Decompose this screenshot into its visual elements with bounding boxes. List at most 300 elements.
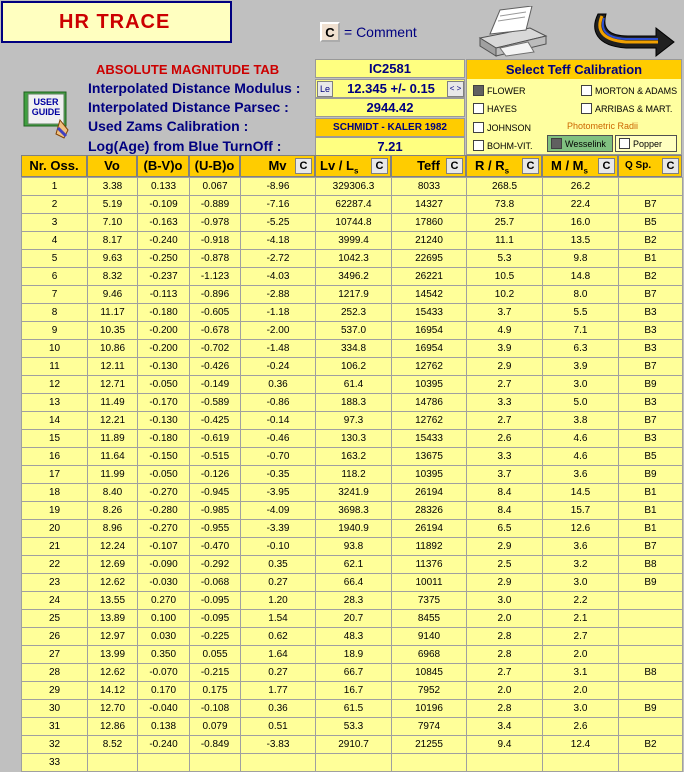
cell-l[interactable]: 18.9 — [316, 646, 392, 664]
cell-nr[interactable]: 14 — [22, 412, 88, 430]
cell-bv[interactable]: 0.133 — [138, 178, 190, 196]
cell-qsp[interactable] — [619, 178, 683, 196]
cell-l[interactable]: 1940.9 — [316, 520, 392, 538]
cell-qsp[interactable]: B7 — [619, 538, 683, 556]
cell-vo[interactable]: 13.89 — [88, 610, 138, 628]
cell-l[interactable]: 252.3 — [316, 304, 392, 322]
cell-r[interactable]: 2.9 — [467, 538, 543, 556]
user-guide-button[interactable] — [22, 90, 70, 140]
cell-l[interactable]: 3698.3 — [316, 502, 392, 520]
cell-m[interactable]: 3.6 — [543, 538, 619, 556]
cell-vo[interactable]: 12.86 — [88, 718, 138, 736]
cell-m[interactable]: 2.6 — [543, 718, 619, 736]
cell-ub[interactable]: -0.978 — [190, 214, 241, 232]
cell-m[interactable]: 2.2 — [543, 592, 619, 610]
cell-vo[interactable]: 8.96 — [88, 520, 138, 538]
cell-teff[interactable]: 22695 — [392, 250, 467, 268]
cell-teff[interactable]: 16954 — [392, 340, 467, 358]
cell-vo[interactable]: 10.35 — [88, 322, 138, 340]
cell-teff[interactable]: 26221 — [392, 268, 467, 286]
cell-qsp[interactable] — [619, 646, 683, 664]
cell-nr[interactable]: 4 — [22, 232, 88, 250]
cell-m[interactable]: 13.5 — [543, 232, 619, 250]
cell-teff[interactable]: 9140 — [392, 628, 467, 646]
cell-vo[interactable]: 13.55 — [88, 592, 138, 610]
cell-r[interactable]: 2.7 — [467, 664, 543, 682]
cell-mv[interactable]: -2.88 — [241, 286, 316, 304]
cell-qsp[interactable]: B8 — [619, 556, 683, 574]
cell-l[interactable]: 1042.3 — [316, 250, 392, 268]
cell-mv[interactable]: -8.96 — [241, 178, 316, 196]
cell-r[interactable]: 3.7 — [467, 304, 543, 322]
cell-ub[interactable]: -0.702 — [190, 340, 241, 358]
cell-l[interactable]: 537.0 — [316, 322, 392, 340]
cell-teff[interactable]: 17860 — [392, 214, 467, 232]
cell-bv[interactable]: 0.170 — [138, 682, 190, 700]
cell-ub[interactable]: -1.123 — [190, 268, 241, 286]
cell-qsp[interactable]: B9 — [619, 700, 683, 718]
cell-r[interactable]: 2.8 — [467, 700, 543, 718]
cell-r[interactable]: 2.5 — [467, 556, 543, 574]
cell-teff[interactable]: 7952 — [392, 682, 467, 700]
cell-qsp[interactable]: B5 — [619, 448, 683, 466]
cell-m[interactable]: 6.3 — [543, 340, 619, 358]
cell-r[interactable]: 8.4 — [467, 502, 543, 520]
cell-r[interactable]: 2.7 — [467, 412, 543, 430]
cell-m[interactable]: 2.1 — [543, 610, 619, 628]
cell-m[interactable]: 3.6 — [543, 466, 619, 484]
cell-l[interactable]: 106.2 — [316, 358, 392, 376]
cell-mv[interactable]: -0.14 — [241, 412, 316, 430]
cell-teff[interactable]: 12762 — [392, 412, 467, 430]
cell-vo[interactable]: 9.63 — [88, 250, 138, 268]
cell-m[interactable]: 3.0 — [543, 700, 619, 718]
cell-mv[interactable]: 1.20 — [241, 592, 316, 610]
cell-mv[interactable]: 0.62 — [241, 628, 316, 646]
cell-mv[interactable]: 1.54 — [241, 610, 316, 628]
cell-qsp[interactable]: B3 — [619, 304, 683, 322]
cell-vo[interactable]: 11.17 — [88, 304, 138, 322]
cell-vo[interactable]: 14.12 — [88, 682, 138, 700]
cell-mv[interactable]: -0.24 — [241, 358, 316, 376]
cell-nr[interactable]: 9 — [22, 322, 88, 340]
cell-vo[interactable]: 12.71 — [88, 376, 138, 394]
cell-mv[interactable]: -3.39 — [241, 520, 316, 538]
cell-m[interactable]: 3.1 — [543, 664, 619, 682]
cell-l[interactable]: 130.3 — [316, 430, 392, 448]
cell-r[interactable]: 2.0 — [467, 610, 543, 628]
cell-bv[interactable]: -0.170 — [138, 394, 190, 412]
cell-vo[interactable]: 8.17 — [88, 232, 138, 250]
cell-bv[interactable]: -0.130 — [138, 412, 190, 430]
cell-bv[interactable]: -0.200 — [138, 340, 190, 358]
cell-r[interactable]: 268.5 — [467, 178, 543, 196]
cell-vo[interactable]: 12.11 — [88, 358, 138, 376]
cell-r[interactable]: 5.3 — [467, 250, 543, 268]
cell-vo[interactable]: 12.62 — [88, 574, 138, 592]
cell-ub[interactable]: -0.918 — [190, 232, 241, 250]
cell-teff[interactable]: 13675 — [392, 448, 467, 466]
calib-flower[interactable] — [473, 85, 526, 96]
cell-l[interactable]: 334.8 — [316, 340, 392, 358]
cell-mv[interactable]: -7.16 — [241, 196, 316, 214]
cell-qsp[interactable] — [619, 610, 683, 628]
cell-nr[interactable]: 3 — [22, 214, 88, 232]
cell-ub[interactable]: 0.055 — [190, 646, 241, 664]
cell-bv[interactable]: -0.180 — [138, 430, 190, 448]
cell-bv[interactable]: -0.240 — [138, 736, 190, 754]
cell-teff[interactable]: 16954 — [392, 322, 467, 340]
cell-m[interactable]: 14.5 — [543, 484, 619, 502]
cell-l[interactable]: 3241.9 — [316, 484, 392, 502]
cell-ub[interactable]: -0.095 — [190, 592, 241, 610]
cell-vo[interactable]: 11.89 — [88, 430, 138, 448]
cell-bv[interactable]: -0.113 — [138, 286, 190, 304]
cell-nr[interactable]: 17 — [22, 466, 88, 484]
cell-ub[interactable]: -0.292 — [190, 556, 241, 574]
cell-ub[interactable]: -0.068 — [190, 574, 241, 592]
m-comment-button[interactable]: C — [598, 158, 615, 174]
cell-m[interactable]: 5.5 — [543, 304, 619, 322]
cell-bv[interactable]: -0.030 — [138, 574, 190, 592]
cell-teff[interactable]: 14542 — [392, 286, 467, 304]
cell-qsp[interactable]: B1 — [619, 502, 683, 520]
cell-ub[interactable]: -0.678 — [190, 322, 241, 340]
calib-morton-adams[interactable] — [581, 85, 677, 96]
cell-teff[interactable]: 15433 — [392, 304, 467, 322]
cell-qsp[interactable]: B2 — [619, 268, 683, 286]
cell-nr[interactable]: 15 — [22, 430, 88, 448]
cell-nr[interactable]: 33 — [22, 754, 88, 772]
cell-nr[interactable]: 2 — [22, 196, 88, 214]
cell-r[interactable]: 11.1 — [467, 232, 543, 250]
cell-qsp[interactable]: B7 — [619, 358, 683, 376]
cell-l[interactable]: 118.2 — [316, 466, 392, 484]
cell-bv[interactable]: -0.109 — [138, 196, 190, 214]
cell-vo[interactable]: 13.99 — [88, 646, 138, 664]
cell-vo[interactable]: 5.19 — [88, 196, 138, 214]
cell-nr[interactable]: 13 — [22, 394, 88, 412]
cell-vo[interactable]: 11.64 — [88, 448, 138, 466]
cell-qsp[interactable]: B2 — [619, 232, 683, 250]
cell-l[interactable]: 1217.9 — [316, 286, 392, 304]
cell-bv[interactable]: -0.237 — [138, 268, 190, 286]
cell-qsp[interactable]: B9 — [619, 376, 683, 394]
cell-r[interactable]: 2.9 — [467, 358, 543, 376]
cell-nr[interactable]: 18 — [22, 484, 88, 502]
cell-nr[interactable]: 16 — [22, 448, 88, 466]
cell-teff[interactable]: 26194 — [392, 520, 467, 538]
cell-l[interactable]: 53.3 — [316, 718, 392, 736]
cell-l[interactable]: 3999.4 — [316, 232, 392, 250]
cell-m[interactable]: 4.6 — [543, 448, 619, 466]
cell-vo[interactable]: 8.52 — [88, 736, 138, 754]
cell-bv[interactable]: -0.090 — [138, 556, 190, 574]
cell-l[interactable]: 62287.4 — [316, 196, 392, 214]
cell-ub[interactable]: -0.425 — [190, 412, 241, 430]
cell-bv[interactable]: -0.240 — [138, 232, 190, 250]
cell-m[interactable]: 7.1 — [543, 322, 619, 340]
cell-bv[interactable]: -0.270 — [138, 484, 190, 502]
arrows-button[interactable]: < > — [447, 81, 464, 97]
cell-teff[interactable]: 10845 — [392, 664, 467, 682]
cell-l[interactable]: 62.1 — [316, 556, 392, 574]
photometric-wesselink[interactable] — [547, 135, 613, 152]
calib-johnson[interactable] — [473, 122, 531, 133]
cell-ub[interactable]: 0.175 — [190, 682, 241, 700]
cell-mv[interactable]: -3.83 — [241, 736, 316, 754]
cell-r[interactable]: 9.4 — [467, 736, 543, 754]
cell-nr[interactable]: 25 — [22, 610, 88, 628]
cell-nr[interactable]: 32 — [22, 736, 88, 754]
cell-qsp[interactable]: B9 — [619, 466, 683, 484]
cell-r[interactable]: 2.8 — [467, 646, 543, 664]
cell-bv[interactable]: -0.107 — [138, 538, 190, 556]
cell-r[interactable]: 25.7 — [467, 214, 543, 232]
cell-ub[interactable]: -0.889 — [190, 196, 241, 214]
cell-ub[interactable]: -0.149 — [190, 376, 241, 394]
cell-vo[interactable]: 8.32 — [88, 268, 138, 286]
cell-mv[interactable]: 0.35 — [241, 556, 316, 574]
cell-bv[interactable]: -0.163 — [138, 214, 190, 232]
cell-qsp[interactable]: B3 — [619, 394, 683, 412]
cell-l[interactable]: 16.7 — [316, 682, 392, 700]
cell-r[interactable]: 2.8 — [467, 628, 543, 646]
cell-r[interactable]: 3.9 — [467, 340, 543, 358]
cell-vo[interactable]: 11.49 — [88, 394, 138, 412]
cell-qsp[interactable] — [619, 718, 683, 736]
cell-qsp[interactable]: B3 — [619, 340, 683, 358]
cell-mv[interactable]: -4.18 — [241, 232, 316, 250]
cell-ub[interactable]: -0.215 — [190, 664, 241, 682]
cell-l[interactable]: 163.2 — [316, 448, 392, 466]
cell-bv[interactable]: 0.138 — [138, 718, 190, 736]
cell-bv[interactable]: -0.280 — [138, 502, 190, 520]
cell-teff[interactable]: 7974 — [392, 718, 467, 736]
cell-m[interactable]: 2.0 — [543, 646, 619, 664]
cell-mv[interactable]: 0.27 — [241, 574, 316, 592]
cell-qsp[interactable]: B3 — [619, 322, 683, 340]
cell-qsp[interactable]: B7 — [619, 412, 683, 430]
cell-r[interactable]: 2.0 — [467, 682, 543, 700]
return-arrow-icon[interactable] — [586, 8, 678, 58]
cell-r[interactable]: 6.5 — [467, 520, 543, 538]
cell-r[interactable]: 3.3 — [467, 394, 543, 412]
cell-nr[interactable]: 27 — [22, 646, 88, 664]
cell-teff[interactable]: 11892 — [392, 538, 467, 556]
cell-l[interactable]: 329306.3 — [316, 178, 392, 196]
cell-ub[interactable]: -0.605 — [190, 304, 241, 322]
cell-l[interactable]: 20.7 — [316, 610, 392, 628]
cell-mv[interactable]: 1.64 — [241, 646, 316, 664]
cell-vo[interactable]: 8.26 — [88, 502, 138, 520]
cell-r[interactable]: 3.3 — [467, 448, 543, 466]
cell-mv[interactable]: 1.77 — [241, 682, 316, 700]
cell-mv[interactable]: -5.25 — [241, 214, 316, 232]
cell-mv[interactable]: -0.86 — [241, 394, 316, 412]
cell-ub[interactable]: -0.108 — [190, 700, 241, 718]
cell-ub[interactable]: -0.126 — [190, 466, 241, 484]
cell-ub[interactable]: -0.955 — [190, 520, 241, 538]
cell-nr[interactable]: 24 — [22, 592, 88, 610]
cell-mv[interactable]: -0.10 — [241, 538, 316, 556]
cell-teff[interactable]: 14786 — [392, 394, 467, 412]
cell-nr[interactable]: 19 — [22, 502, 88, 520]
cell-l[interactable]: 66.7 — [316, 664, 392, 682]
cell-m[interactable]: 2.0 — [543, 682, 619, 700]
cell-ub[interactable]: -0.095 — [190, 610, 241, 628]
cell-bv[interactable]: -0.250 — [138, 250, 190, 268]
cell-qsp[interactable] — [619, 682, 683, 700]
cell-teff[interactable]: 14327 — [392, 196, 467, 214]
cell-bv[interactable]: -0.130 — [138, 358, 190, 376]
cell-qsp[interactable] — [619, 592, 683, 610]
cell-qsp[interactable]: B7 — [619, 196, 683, 214]
cell-nr[interactable]: 29 — [22, 682, 88, 700]
cell-nr[interactable]: 1 — [22, 178, 88, 196]
cell-m[interactable]: 8.0 — [543, 286, 619, 304]
cell-nr[interactable]: 21 — [22, 538, 88, 556]
cell-teff[interactable]: 10395 — [392, 376, 467, 394]
cell-nr[interactable]: 26 — [22, 628, 88, 646]
cell-l[interactable]: 48.3 — [316, 628, 392, 646]
cell-bv[interactable]: -0.040 — [138, 700, 190, 718]
cell-m[interactable]: 12.6 — [543, 520, 619, 538]
cell-m[interactable]: 22.4 — [543, 196, 619, 214]
cell-teff[interactable]: 21240 — [392, 232, 467, 250]
cell-m[interactable]: 3.8 — [543, 412, 619, 430]
cell-mv[interactable]: -2.00 — [241, 322, 316, 340]
cell-nr[interactable]: 23 — [22, 574, 88, 592]
cell-m[interactable]: 4.6 — [543, 430, 619, 448]
cell-mv[interactable]: -3.95 — [241, 484, 316, 502]
cell-nr[interactable]: 6 — [22, 268, 88, 286]
cell-vo[interactable]: 10.86 — [88, 340, 138, 358]
cell-l[interactable]: 188.3 — [316, 394, 392, 412]
cell-nr[interactable]: 7 — [22, 286, 88, 304]
cell-bv[interactable]: 0.350 — [138, 646, 190, 664]
cell-r[interactable]: 8.4 — [467, 484, 543, 502]
cell-mv[interactable]: -2.72 — [241, 250, 316, 268]
cell-r[interactable]: 2.9 — [467, 574, 543, 592]
l-comment-button[interactable]: C — [371, 158, 388, 174]
cell-nr[interactable]: 11 — [22, 358, 88, 376]
cell-teff[interactable]: 10395 — [392, 466, 467, 484]
cell-bv[interactable]: -0.150 — [138, 448, 190, 466]
cell-r[interactable]: 4.9 — [467, 322, 543, 340]
cell-qsp[interactable]: B9 — [619, 574, 683, 592]
cell-m[interactable]: 5.0 — [543, 394, 619, 412]
cell-teff[interactable]: 21255 — [392, 736, 467, 754]
cell-ub[interactable]: -0.225 — [190, 628, 241, 646]
cell-m[interactable]: 9.8 — [543, 250, 619, 268]
cell-vo[interactable]: 12.69 — [88, 556, 138, 574]
cell-teff[interactable]: 15433 — [392, 430, 467, 448]
cell-bv[interactable]: -0.070 — [138, 664, 190, 682]
cell-r[interactable]: 3.7 — [467, 466, 543, 484]
cell-l[interactable]: 28.3 — [316, 592, 392, 610]
cell-ub[interactable]: -0.896 — [190, 286, 241, 304]
cell-ub[interactable]: -0.878 — [190, 250, 241, 268]
cell-ub[interactable]: -0.426 — [190, 358, 241, 376]
cell-mv[interactable]: -0.70 — [241, 448, 316, 466]
le-button[interactable]: Le — [317, 81, 333, 97]
cell-vo[interactable]: 12.62 — [88, 664, 138, 682]
cell-qsp[interactable]: B8 — [619, 664, 683, 682]
cell-bv[interactable]: -0.050 — [138, 466, 190, 484]
cell-l[interactable]: 2910.7 — [316, 736, 392, 754]
mv-comment-button[interactable]: C — [295, 158, 312, 174]
cell-teff[interactable]: 6968 — [392, 646, 467, 664]
cell-m[interactable]: 3.0 — [543, 574, 619, 592]
cell-mv[interactable]: 0.51 — [241, 718, 316, 736]
cell-vo[interactable]: 12.24 — [88, 538, 138, 556]
cell-r[interactable]: 10.2 — [467, 286, 543, 304]
cell-m[interactable]: 12.4 — [543, 736, 619, 754]
cell-m[interactable]: 16.0 — [543, 214, 619, 232]
cell-m[interactable]: 26.2 — [543, 178, 619, 196]
cell-nr[interactable]: 30 — [22, 700, 88, 718]
cell-mv[interactable]: 0.27 — [241, 664, 316, 682]
cell-qsp[interactable]: B3 — [619, 430, 683, 448]
cell-vo[interactable]: 8.40 — [88, 484, 138, 502]
cell-qsp[interactable]: B2 — [619, 736, 683, 754]
cell-l[interactable]: 61.5 — [316, 700, 392, 718]
cell-nr[interactable]: 10 — [22, 340, 88, 358]
cell-qsp[interactable] — [619, 628, 683, 646]
cell-nr[interactable]: 20 — [22, 520, 88, 538]
cell-ub[interactable]: -0.849 — [190, 736, 241, 754]
cell-r[interactable]: 73.8 — [467, 196, 543, 214]
cell-vo[interactable]: 12.70 — [88, 700, 138, 718]
calib-hayes[interactable] — [473, 103, 517, 114]
cell-nr[interactable]: 31 — [22, 718, 88, 736]
cell-vo[interactable]: 12.97 — [88, 628, 138, 646]
cell-nr[interactable]: 8 — [22, 304, 88, 322]
cell-mv[interactable]: -4.03 — [241, 268, 316, 286]
cell-teff[interactable]: 7375 — [392, 592, 467, 610]
cell-nr[interactable]: 28 — [22, 664, 88, 682]
calib-bohm[interactable] — [473, 140, 533, 151]
cell-l[interactable]: 3496.2 — [316, 268, 392, 286]
cell-qsp[interactable]: B1 — [619, 484, 683, 502]
cell-qsp[interactable]: B5 — [619, 214, 683, 232]
cell-bv[interactable]: 0.100 — [138, 610, 190, 628]
cell-mv[interactable]: -1.48 — [241, 340, 316, 358]
cell-nr[interactable]: 22 — [22, 556, 88, 574]
cell-ub[interactable]: 0.079 — [190, 718, 241, 736]
cell-vo[interactable]: 12.21 — [88, 412, 138, 430]
cell-teff[interactable]: 28326 — [392, 502, 467, 520]
cell-qsp[interactable]: B1 — [619, 250, 683, 268]
printer-icon[interactable] — [470, 6, 550, 58]
cell-mv[interactable]: -0.46 — [241, 430, 316, 448]
cell-teff[interactable]: 12762 — [392, 358, 467, 376]
cell-ub[interactable]: -0.589 — [190, 394, 241, 412]
cell-mv[interactable]: -0.35 — [241, 466, 316, 484]
cell-r[interactable]: 3.0 — [467, 592, 543, 610]
cell-ub[interactable]: -0.515 — [190, 448, 241, 466]
cell-mv[interactable]: -1.18 — [241, 304, 316, 322]
cell-bv[interactable]: 0.030 — [138, 628, 190, 646]
cell-m[interactable]: 2.7 — [543, 628, 619, 646]
cell-qsp[interactable]: B7 — [619, 286, 683, 304]
cell-r[interactable]: 10.5 — [467, 268, 543, 286]
cell-r[interactable]: 2.7 — [467, 376, 543, 394]
cell-nr[interactable]: 5 — [22, 250, 88, 268]
cell-qsp[interactable]: B1 — [619, 520, 683, 538]
cell-teff[interactable]: 8033 — [392, 178, 467, 196]
